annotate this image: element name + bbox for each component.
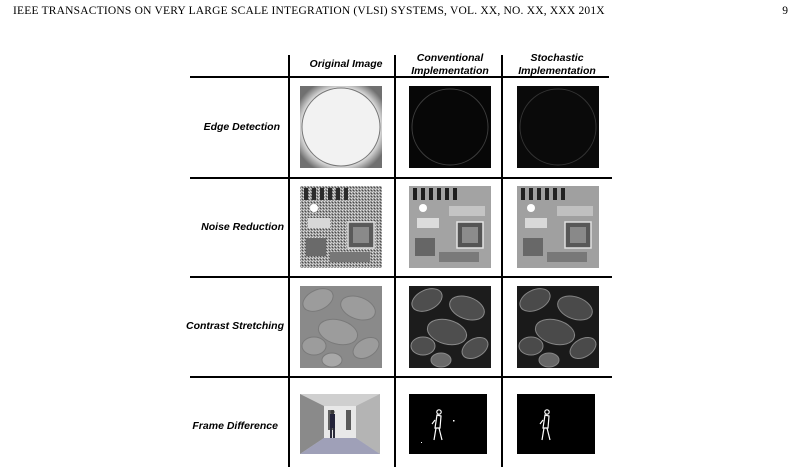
edge-detection-original-image (300, 86, 382, 168)
grid-row-divider-4 (190, 376, 612, 378)
grid-col-divider-1 (288, 55, 290, 467)
grid-row-divider-1 (190, 76, 290, 78)
running-head: IEEE TRANSACTIONS ON VERY LARGE SCALE INTEGRATION (VLSI) SYSTEMS, VOL. XX, NO. XX, XXX 201X (13, 5, 605, 17)
page-number: 9 (782, 5, 788, 17)
edge-detection-stochastic-image (517, 86, 599, 168)
frame-difference-original-image (300, 394, 380, 454)
row-label-noise-reduction: Noise Reduction (201, 221, 284, 233)
noise-reduction-original-image (300, 186, 382, 268)
grid-col-divider-2 (394, 55, 396, 467)
noise-reduction-stochastic-image (517, 186, 599, 268)
row-label-edge-detection: Edge Detection (203, 121, 280, 133)
frame-difference-stochastic-image (517, 394, 595, 454)
column-header-stochastic: Stochastic Implementation (518, 52, 596, 77)
contrast-stretching-original-image (300, 286, 382, 368)
grid-row-divider-2 (190, 177, 612, 179)
grid-row-divider-3 (190, 276, 612, 278)
contrast-stretching-conventional-image (409, 286, 491, 368)
grid-col-divider-3 (501, 55, 503, 467)
edge-detection-conventional-image (409, 86, 491, 168)
column-header-original: Original Image (309, 58, 383, 70)
noise-reduction-conventional-image (409, 186, 491, 268)
row-label-frame-difference: Frame Difference (192, 420, 278, 432)
column-header-conventional: Conventional Implementation (411, 52, 489, 77)
contrast-stretching-stochastic-image (517, 286, 599, 368)
frame-difference-conventional-image (409, 394, 487, 454)
row-label-contrast-stretching: Contrast Stretching (185, 320, 284, 332)
